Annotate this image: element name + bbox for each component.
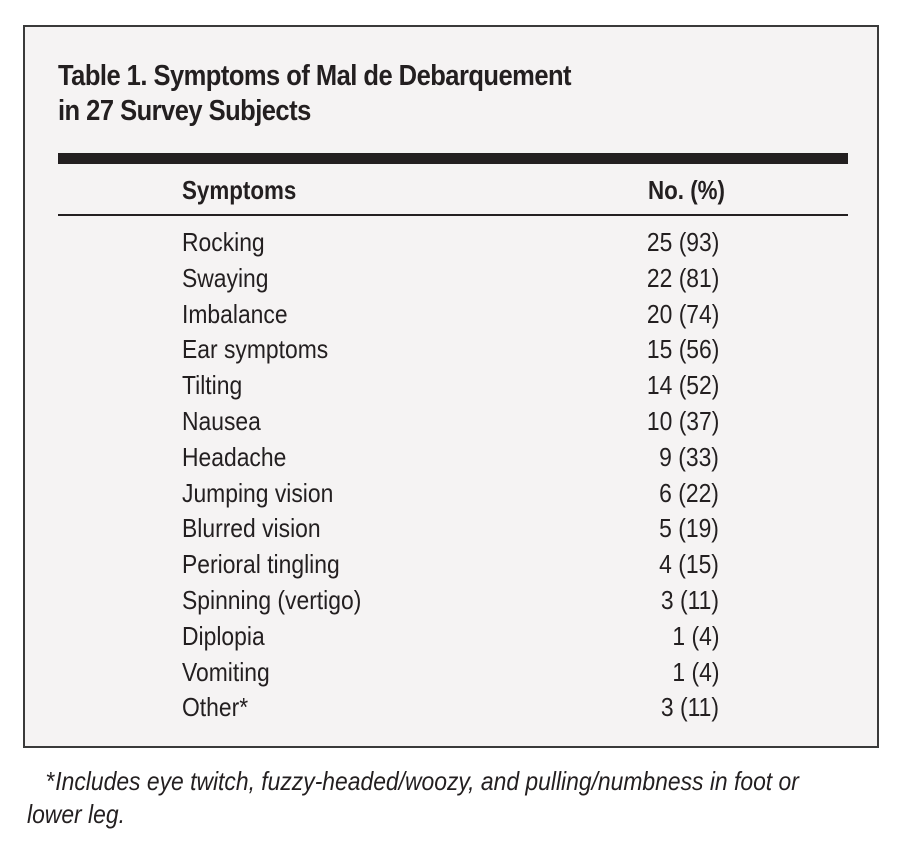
table-row	[182, 442, 727, 478]
symptom-cell: Ear symptoms	[182, 334, 329, 365]
count-cell: 1 (4)	[671, 620, 719, 651]
table-row	[182, 227, 727, 263]
table-panel	[23, 25, 879, 748]
top-rule	[58, 153, 848, 164]
symptom-cell: Nausea	[182, 405, 261, 436]
table-row	[182, 370, 727, 406]
table-row	[182, 299, 727, 335]
table-body	[182, 227, 727, 728]
column-header-symptoms: Symptoms	[182, 175, 297, 205]
column-header-count: No. (%)	[647, 175, 725, 205]
table-row	[182, 513, 727, 549]
count-cell: 25 (93)	[646, 227, 719, 257]
table-title-line-2: in 27 Survey Subjects	[58, 95, 311, 127]
table-title-line-1: Table 1. Symptoms of Mal de Debarquement	[58, 60, 572, 92]
table-row	[182, 621, 727, 657]
symptom-cell: Perioral tingling	[182, 549, 340, 580]
symptom-cell: Headache	[182, 441, 287, 472]
symptom-cell: Imbalance	[182, 298, 288, 329]
table-row	[182, 478, 727, 514]
count-cell: 14 (52)	[646, 370, 719, 401]
symptom-cell: Tilting	[182, 370, 243, 401]
count-cell: 4 (15)	[659, 549, 719, 580]
symptom-cell: Rocking	[182, 227, 265, 257]
count-cell: 9 (33)	[659, 441, 719, 472]
table-row	[182, 406, 727, 442]
count-cell: 20 (74)	[646, 298, 719, 329]
count-cell: 5 (19)	[659, 513, 719, 544]
count-cell: 3 (11)	[660, 692, 719, 723]
symptom-cell: Spinning (vertigo)	[182, 584, 362, 615]
count-cell: 1 (4)	[671, 656, 719, 687]
count-cell: 6 (22)	[659, 477, 719, 508]
count-cell: 22 (81)	[646, 262, 719, 293]
table-row	[182, 334, 727, 370]
symptom-cell: Blurred vision	[182, 513, 321, 544]
table-footnote	[27, 765, 819, 831]
footnote-marker: *	[46, 766, 56, 796]
table-row	[182, 585, 727, 621]
count-cell: 10 (37)	[646, 405, 719, 436]
footnote-text: Includes eye twitch, fuzzy-headed/woozy, and pulling/numbness in foot or lower leg.	[27, 766, 799, 829]
symptom-cell: Vomiting	[182, 656, 270, 687]
table-row	[182, 263, 727, 299]
count-cell: 15 (56)	[646, 334, 719, 365]
count-cell: 3 (11)	[660, 584, 719, 615]
symptom-cell: Swaying	[182, 262, 269, 293]
symptom-cell: Diplopia	[182, 620, 265, 651]
table-row	[182, 692, 727, 728]
table-title	[58, 59, 571, 129]
symptom-cell: Jumping vision	[182, 477, 334, 508]
table-row	[182, 657, 727, 693]
header-rule	[58, 214, 848, 216]
symptom-cell: Other*	[182, 692, 249, 723]
table-row	[182, 549, 727, 585]
